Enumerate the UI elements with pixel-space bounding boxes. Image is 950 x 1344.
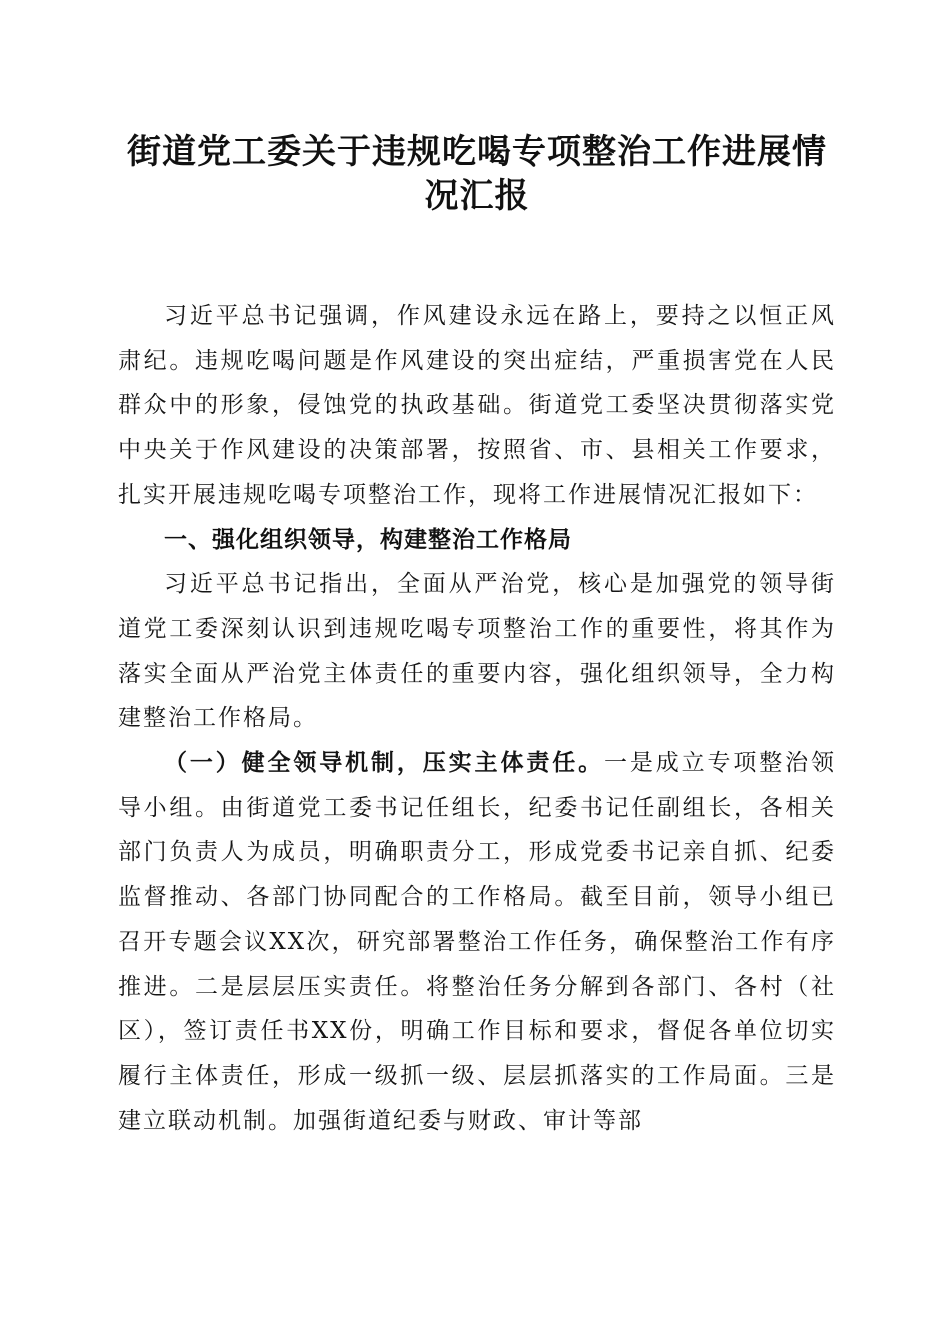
subsection-1-paragraph xyxy=(118,741,836,1143)
section-1-heading: 一、强化组织领导，构建整治工作格局 xyxy=(164,526,572,553)
intro-paragraph: 习近平总书记强调，作风建设永远在路上，要持之以恒正风肃纪。违规吃喝问题是作风建设的突出症结，严重损害党在人民群众中的形象，侵蚀党的执政基础。街道党工委坚决贯彻落实党中央关于作风建设的决策部署，按照省、市、县相关工作要求，扎实开展违规吃喝专项整治工作，现将工作进展情况汇报如下： xyxy=(118,303,836,508)
subsection-1-lead: （一）健全领导机制，压实主体责任。 xyxy=(164,749,604,777)
document-title: 街道党工委关于违规吃喝专项整治工作进展情况汇报 xyxy=(127,132,827,216)
document-body xyxy=(118,294,836,1143)
section-1-paragraph: 习近平总书记指出，全面从严治党，核心是加强党的领导街道党工委深刻认识到违规吃喝专项整治工作的重要性，将其作为落实全面从严治党主体责任的重要内容，强化组织领导，全力构建整治工作格局。 xyxy=(118,571,836,732)
subsection-1-text: 一是成立专项整治领导小组。由街道党工委书记任组长，纪委书记任副组长，各相关部门负责人为成员，明确职责分工，形成党委书记亲自抓、纪委监督推动、各部门协同配合的工作格局。截至目前，领导小组已召开专题会议XX次，研究部署整治工作任务，确保整治工作有序推进。二是层层压实责任。将整治任务分解到各部门、各村（社区），签订责任书XX份，明确工作目标和要求，督促各单位切实履行主体责任，形成一级抓一级、层层抓落实的工作局面。三是建立联动机制。加强街道纪委与财政、审计等部 xyxy=(118,750,837,1134)
document-page xyxy=(118,130,836,1143)
